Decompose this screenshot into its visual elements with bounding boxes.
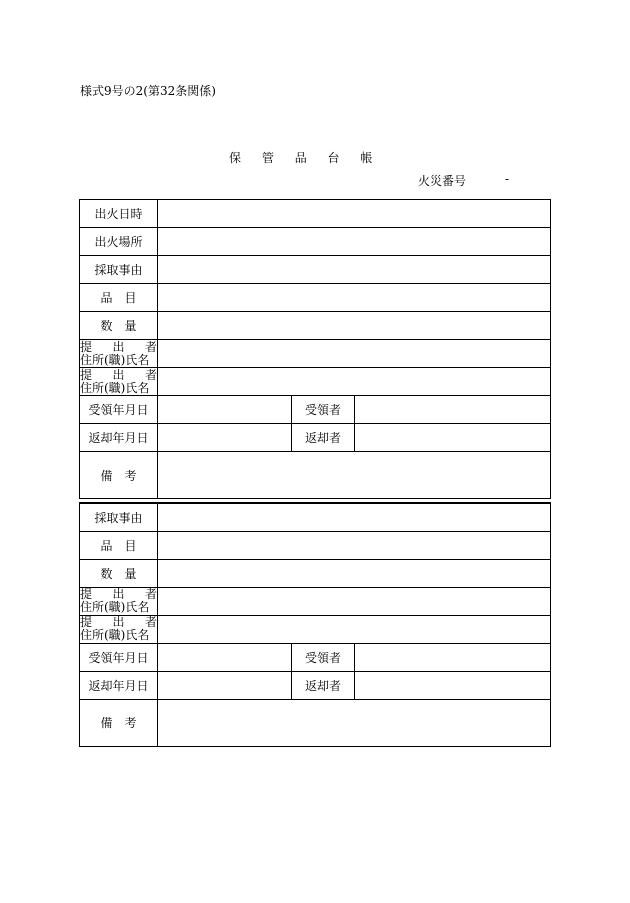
item-cell[interactable] [158, 531, 551, 559]
remarks-label: 備 考 [80, 452, 158, 499]
table-row [80, 228, 551, 256]
table-row [80, 256, 551, 284]
table-row [80, 368, 551, 396]
table-row [80, 643, 551, 671]
quantity-cell[interactable] [158, 312, 551, 340]
title-char: 台 [327, 151, 342, 165]
returner-cell[interactable] [355, 424, 551, 452]
table-row [80, 452, 551, 499]
table-row [80, 503, 551, 531]
ledger-table-upper [79, 199, 551, 499]
return-date-cell[interactable] [158, 671, 292, 699]
table-row [80, 699, 551, 746]
table-row [80, 559, 551, 587]
table-row [80, 671, 551, 699]
receiver-cell[interactable] [355, 643, 551, 671]
fire-place-label: 出火場所 [80, 228, 158, 256]
provider-cell[interactable] [158, 368, 551, 396]
fire-place-cell[interactable] [158, 228, 551, 256]
returner-cell[interactable] [355, 671, 551, 699]
fire-date-label: 出火日時 [80, 200, 158, 228]
quantity-cell[interactable] [158, 559, 551, 587]
table-row [80, 340, 551, 368]
table-row [80, 531, 551, 559]
quantity-label: 数 量 [80, 312, 158, 340]
table-row [80, 615, 551, 643]
receipt-date-cell[interactable] [158, 643, 292, 671]
table-row [80, 396, 551, 424]
page-title [229, 149, 387, 166]
table-row [80, 312, 551, 340]
return-date-label: 返却年月日 [80, 671, 158, 699]
table-row [80, 424, 551, 452]
reason-label: 採取事由 [80, 256, 158, 284]
item-cell[interactable] [158, 284, 551, 312]
receipt-date-cell[interactable] [158, 396, 292, 424]
provider-label: 提 出 者 住所(職)氏名 [80, 587, 157, 614]
provider-label: 提 出 者 住所(職)氏名 [80, 615, 157, 642]
return-date-cell[interactable] [158, 424, 292, 452]
provider-cell[interactable] [158, 615, 551, 643]
return-date-label: 返却年月日 [80, 424, 158, 452]
provider-cell[interactable] [158, 587, 551, 615]
table-row [80, 200, 551, 228]
item-label: 品 目 [80, 284, 158, 312]
returner-label: 返却者 [292, 424, 355, 452]
fire-number-separator: - [505, 172, 510, 186]
receipt-date-label: 受領年月日 [80, 396, 158, 424]
item-label: 品 目 [80, 531, 158, 559]
fire-date-cell[interactable] [158, 200, 551, 228]
remarks-cell[interactable] [158, 452, 551, 499]
fire-number-label: 火災番号 [418, 174, 467, 188]
returner-label: 返却者 [292, 671, 355, 699]
remarks-label: 備 考 [80, 699, 158, 746]
title-char: 保 [229, 151, 244, 165]
table-row [80, 587, 551, 615]
title-char: 品 [294, 151, 309, 165]
title-char: 帳 [360, 151, 375, 165]
reason-cell[interactable] [158, 256, 551, 284]
title-char: 管 [261, 151, 276, 165]
provider-label: 提 出 者 住所(職)氏名 [80, 367, 157, 395]
quantity-label: 数 量 [80, 559, 158, 587]
remarks-cell[interactable] [158, 699, 551, 746]
form-number: 様式9号の2(第32条関係) [80, 84, 216, 98]
table-row [80, 284, 551, 312]
reason-cell[interactable] [158, 503, 551, 531]
receiver-cell[interactable] [355, 396, 551, 424]
provider-cell[interactable] [158, 340, 551, 368]
fire-number [418, 172, 510, 189]
receiver-label: 受領者 [292, 396, 355, 424]
receipt-date-label: 受領年月日 [80, 643, 158, 671]
provider-label: 提 出 者 住所(職)氏名 [80, 339, 157, 367]
ledger-table-lower [79, 502, 551, 747]
receiver-label: 受領者 [292, 643, 355, 671]
reason-label: 採取事由 [80, 503, 158, 531]
